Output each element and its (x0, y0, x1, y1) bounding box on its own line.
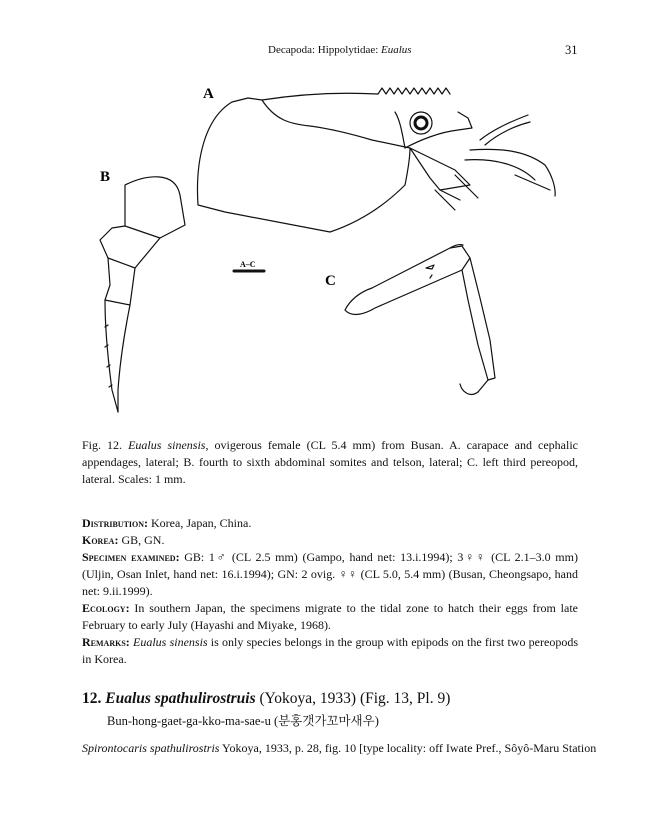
korea-label: Korea: (82, 533, 119, 547)
distribution-section (82, 515, 578, 532)
remarks-section (82, 634, 578, 668)
remarks-label: Remarks: (82, 635, 130, 649)
korea-text: GB, GN. (118, 533, 165, 547)
synonym-species: Spirontocaris spathulirostris (82, 741, 220, 755)
korean-name: Bun-hong-gaet-ga-kko-ma-sae-u (분홍갯가꼬마새우) (107, 714, 379, 728)
caption-text: , ovigerous female (CL 5.4 mm) from Busan. A. carapace and cephalic appendages, lateral; B. fourth to sixth abdominal somites and telson, lateral; C. left third pereopod, lateral. Scales: 1 mm. (82, 438, 579, 486)
figure-label-c: C (325, 273, 336, 289)
distribution-text: Korea, Japan, China. (148, 516, 252, 530)
species-heading (82, 690, 450, 708)
species-number: 12. (82, 690, 102, 707)
korea-section (82, 532, 578, 549)
caption-fig-label: Fig. 12. (82, 438, 123, 452)
specimen-label: Specimen examined: (82, 550, 180, 564)
figure-caption (82, 437, 578, 488)
abdomen-telson-drawing (100, 177, 185, 412)
figure-label-a: A (203, 86, 214, 102)
specimen-text: GB: 1♂ (CL 2.5 mm) (Gampo, hand net: 13.i.1994); 3♀♀ (CL 2.1–3.0 mm) (Uljin, Osan Inlet, hand net: 16.i.1994); GN: 2 ovig. ♀♀ (CL 5.0, 5.4 mm) (Busan, Cheongsapo, hand net: 9.ii.1999). (82, 550, 578, 598)
caption-species: Eualus sinensis (128, 438, 206, 452)
page-number: 31 (565, 43, 578, 57)
synonym-text: Yokoya, 1933, p. 28, fig. 10 [type locality: off Iwate Pref., Sôyô-Maru Station (219, 741, 597, 755)
ecology-label: Ecology: (82, 601, 130, 615)
species-authority: (Yokoya, 1933) (Fig. 13, Pl. 9) (255, 690, 451, 707)
specimen-section (82, 549, 578, 600)
figure-label-b: B (100, 169, 111, 185)
carapace-drawing (197, 88, 555, 232)
remarks-species: Eualus sinensis (133, 635, 208, 649)
remarks-text: is only species belongs in the group with epipods on the first two pereopods in Korea. (82, 635, 578, 666)
synonymy-line (82, 741, 597, 756)
pereopod-drawing (345, 245, 495, 395)
scale-label: A–C (240, 260, 256, 269)
species-name: Eualus spathulirostruis (105, 690, 256, 707)
figure-12-illustration (0, 60, 652, 430)
distribution-label: Distribution: (82, 516, 149, 530)
ecology-section (82, 600, 578, 634)
running-head-title: Decapoda: Hippolytidae: Eualus (268, 44, 412, 56)
species-account (82, 515, 578, 668)
ecology-text: In southern Japan, the specimens migrate to the tidal zone to hatch their eggs from late February to early July (Hayashi and Miyake, 1968). (82, 601, 578, 632)
